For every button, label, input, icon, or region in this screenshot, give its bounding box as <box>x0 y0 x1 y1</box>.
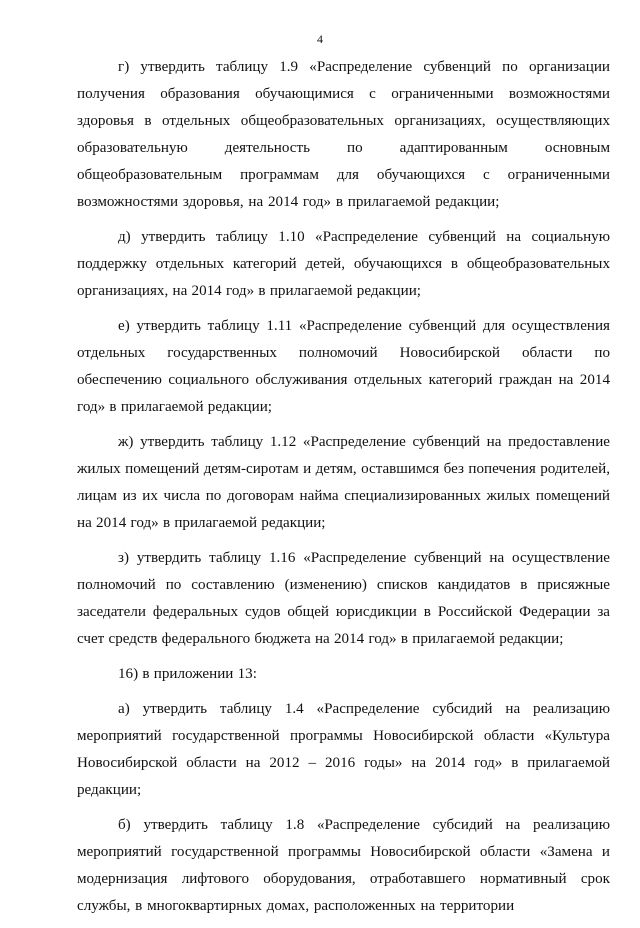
page-number: 4 <box>317 32 323 46</box>
paragraph-item-zh: ж) утвердить таблицу 1.12 «Распределение субвенций на предоставление жилых помещений детям-сиротам и детям, оставшимся без попечения родителей, лицам из их числа по договорам найма специализированных жилых помещений на 2014 год» в прилагаемой редакции; <box>77 434 610 531</box>
paragraph-item-e: е) утвердить таблицу 1.11 «Распределение субвенций для осуществления отдельных государственных полномочий Новосибирской области по обеспечению социального обслуживания отдельных категорий граждан на 2014 год» в прилагаемой редакции; <box>77 318 610 415</box>
paragraph-item-b: б) утвердить таблицу 1.8 «Распределение субсидий на реализацию мероприятий государственной программы Новосибирской области «Замена и модернизация лифтового оборудования, отработавшего нормативный срок службы, в многоквартирных домах, расположенных на территории <box>77 817 610 914</box>
paragraph-item-g: г) утвердить таблицу 1.9 «Распределение субвенций по организации получения образования обучающимися с ограниченными возможностями здоровья в отдельных общеобразовательных организациях, осуществляющих образовательную деятельность по адаптированным основным общеобразовательным программам для обучающихся с ограниченными возможностями здоровья, на 2014 год» в прилагаемой редакции; <box>77 59 610 210</box>
paragraph-item-z: з) утвердить таблицу 1.16 «Распределение субвенций на осуществление полномочий по составлению (изменению) списков кандидатов в присяжные заседатели федеральных судов общей юрисдикции в Российской Федерации за счет средств федерального бюджета на 2014 год» в прилагаемой редакции; <box>77 550 610 647</box>
document-body <box>77 54 610 928</box>
paragraph-section-16: 16) в приложении 13: <box>118 666 257 682</box>
paragraph-item-d: д) утвердить таблицу 1.10 «Распределение субвенций на социальную поддержку отдельных категорий детей, обучающихся в общеобразовательных организациях, на 2014 год» в прилагаемой редакции; <box>77 229 610 299</box>
paragraph-item-a: а) утвердить таблицу 1.4 «Распределение субсидий на реализацию мероприятий государственной программы Новосибирской области «Культура Новосибирской области на 2012 – 2016 годы» на 2014 год» в прилагаемой редакции; <box>77 701 610 798</box>
